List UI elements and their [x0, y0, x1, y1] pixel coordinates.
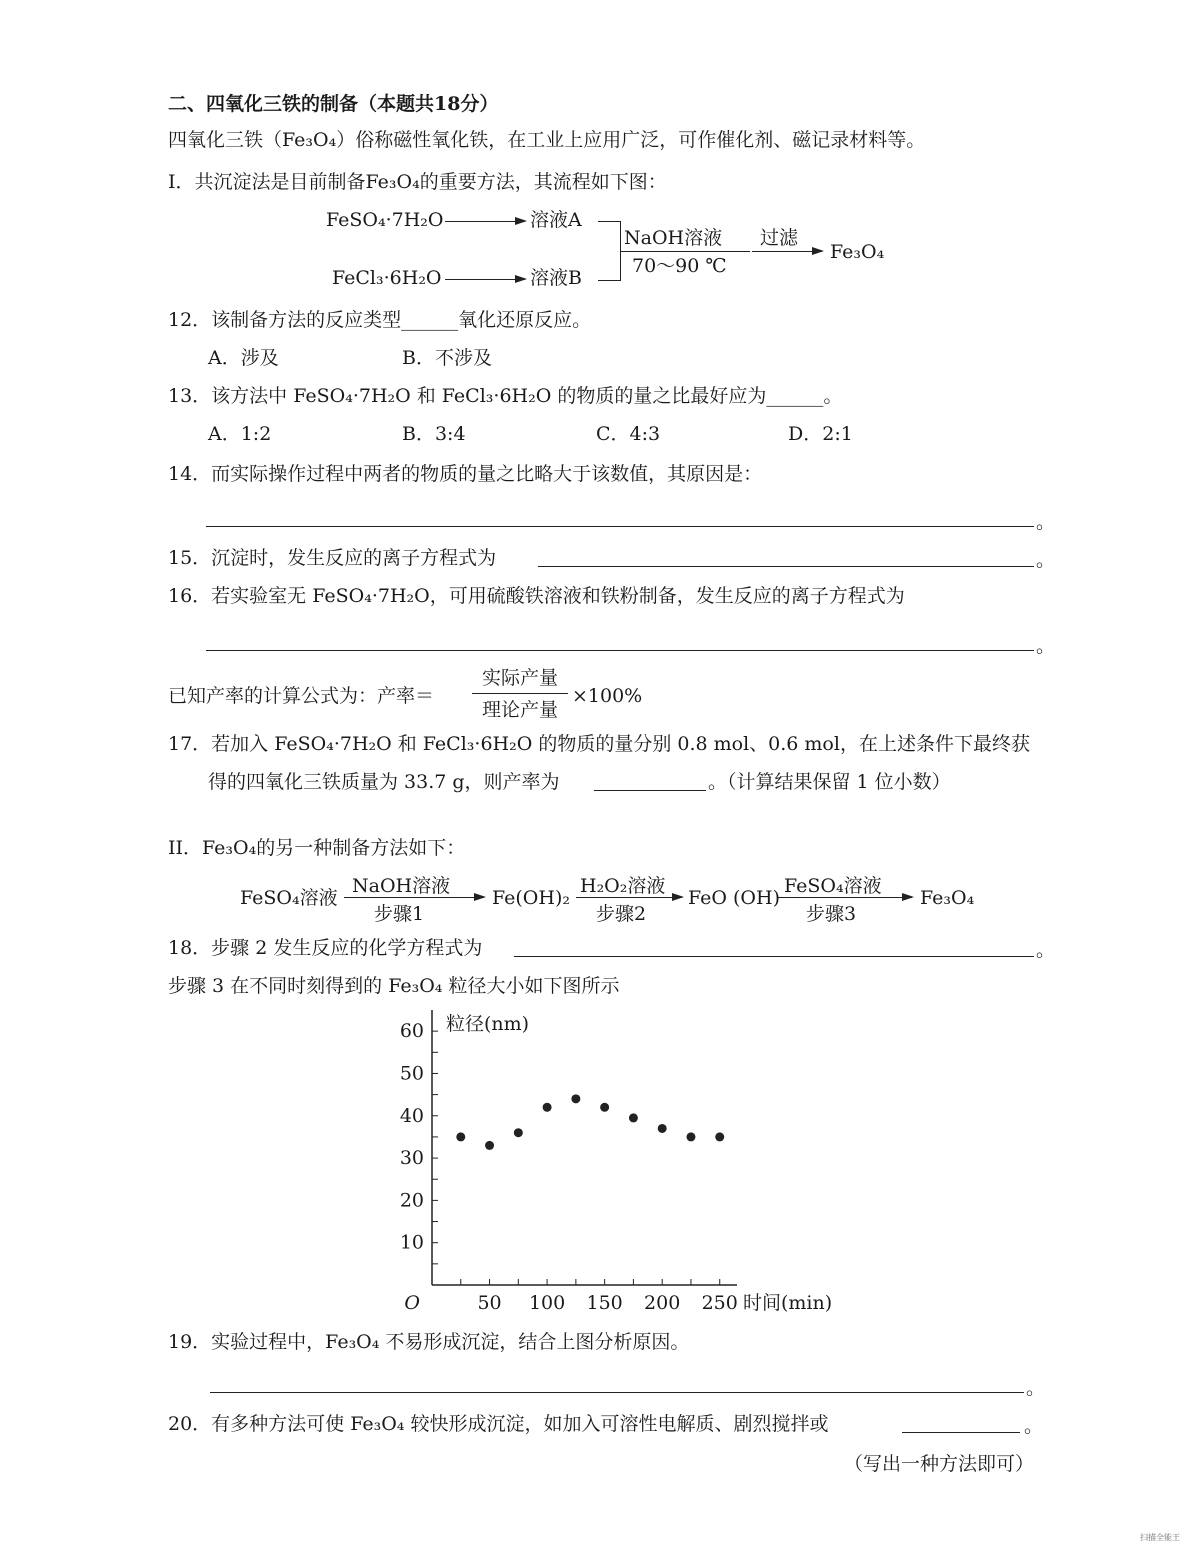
flow2-start: FeSO₄溶液 — [240, 887, 338, 909]
scanner-watermark: 扫描全能王 — [1140, 1533, 1180, 1542]
part2-intro: II．Fe₃O₄的另一种制备方法如下： — [168, 837, 466, 859]
question-20: 20．有多种方法可使 Fe₃O₄ 较快形成沉淀，如加入可溶性电解质、剧烈搅拌或 — [168, 1413, 829, 1435]
question-13: 13．该方法中 FeSO₄·7H₂O 和 FeCl₃·6H₂O 的物质的量之比最好应为______。 — [168, 385, 843, 407]
flow2-reagent-1: NaOH溶液 — [352, 875, 451, 897]
q19-period: 。 — [1026, 1377, 1046, 1399]
fraction-bar — [472, 693, 568, 694]
intro-text: 四氧化三铁（Fe₃O₄）俗称磁性氧化铁，在工业上应用广泛，可作催化剂、磁记录材料等。 — [168, 129, 926, 151]
flow2-arrow-2 — [576, 897, 682, 898]
q18-period: 。 — [1036, 939, 1056, 961]
question-16: 16．若实验室无 FeSO₄·7H₂O，可用硫酸铁溶液和铁粉制备，发生反应的离子方程式为 — [168, 585, 905, 607]
q14-answer-line[interactable] — [206, 526, 1034, 527]
y-tick-label: 20 — [399, 1189, 424, 1212]
data-point — [686, 1132, 695, 1141]
yield-suffix: ×100% — [572, 685, 643, 707]
condition-temp: 70～90 ℃ — [632, 255, 727, 277]
question-19: 19．实验过程中，Fe₃O₄ 不易形成沉淀，结合上图分析原因。 — [168, 1331, 690, 1353]
y-tick-label: 60 — [399, 1020, 424, 1043]
q13-option-b: B．3:4 — [402, 423, 466, 445]
product-fe3o4: Fe₃O₄ — [830, 241, 885, 263]
merge-bracket — [598, 221, 621, 281]
y-axis-label: 粒径(nm) — [446, 1013, 530, 1035]
data-point — [571, 1094, 580, 1103]
data-point — [485, 1141, 494, 1150]
x-tick-label: 250 — [701, 1292, 738, 1314]
q12-option-a: A．涉及 — [208, 347, 279, 369]
y-tick-label: 50 — [399, 1062, 424, 1085]
q13-option-c: C．4:3 — [596, 423, 661, 445]
section-title: 二、四氧化三铁的制备（本题共18分） — [168, 93, 499, 115]
y-tick-label: 30 — [399, 1147, 424, 1170]
reagent-fecl3: FeCl₃·6H₂O — [332, 267, 442, 289]
data-point — [456, 1132, 465, 1141]
x-axis-label: 时间(min) — [743, 1292, 833, 1314]
reagent-feso4: FeSO₄·7H₂O — [326, 209, 444, 231]
q20-answer-line[interactable] — [902, 1432, 1020, 1433]
yield-numerator: 实际产量 — [481, 667, 558, 689]
q14-period: 。 — [1036, 511, 1056, 533]
arrow-a — [445, 221, 525, 222]
x-tick-label: 200 — [644, 1292, 681, 1314]
q16-answer-line[interactable] — [206, 650, 1034, 651]
yield-denominator: 理论产量 — [481, 699, 558, 721]
q20-period: 。 — [1024, 1415, 1044, 1437]
yield-prefix: 已知产率的计算公式为：产率＝ — [168, 685, 435, 707]
question-17-line2b: 。（计算结果保留 1 位小数） — [708, 771, 951, 793]
q19-answer-line[interactable] — [210, 1392, 1024, 1393]
step-filter: 过滤 — [760, 227, 799, 249]
q20-note: （写出一种方法即可） — [844, 1453, 1035, 1475]
flow2-arrow-1 — [344, 897, 484, 898]
origin-label: O — [404, 1292, 420, 1314]
q13-option-a: A．1:2 — [208, 423, 272, 445]
flow2-step-3: 步骤3 — [806, 903, 857, 925]
question-12: 12．该制备方法的反应类型______氧化还原反应。 — [168, 309, 592, 331]
q16-period: 。 — [1036, 635, 1056, 657]
flow2-step-2: 步骤2 — [596, 903, 647, 925]
flow2-step-1: 步骤1 — [374, 903, 425, 925]
data-point — [543, 1103, 552, 1112]
question-17-line2a: 得的四氧化三铁质量为 33.7 g，则产率为 — [208, 771, 560, 793]
flow2-arrow-3 — [778, 897, 912, 898]
arrow-b — [445, 279, 525, 280]
q15-answer-line[interactable] — [538, 566, 1034, 567]
solution-b: 溶液B — [530, 267, 582, 289]
q15-period: 。 — [1036, 549, 1056, 571]
flow2-end: Fe₃O₄ — [920, 887, 975, 909]
q17-answer-line[interactable] — [594, 790, 706, 791]
question-15: 15．沉淀时，发生反应的离子方程式为 — [168, 547, 497, 569]
flow2-reagent-2: H₂O₂溶液 — [580, 875, 666, 897]
flow2-intermediate-1: Fe(OH)₂ — [492, 887, 570, 909]
data-point — [715, 1132, 724, 1141]
question-17-line1: 17．若加入 FeSO₄·7H₂O 和 FeCl₃·6H₂O 的物质的量分别 0.8 mol、0.6 mol，在上述条件下最终获 — [168, 733, 1030, 755]
x-tick-label: 150 — [586, 1292, 623, 1314]
q13-option-d: D．2:1 — [788, 423, 853, 445]
question-18: 18．步骤 2 发生反应的化学方程式为 — [168, 937, 483, 959]
part1-intro: I．共沉淀法是目前制备Fe₃O₄的重要方法，其流程如下图： — [168, 171, 667, 193]
y-tick-label: 40 — [399, 1104, 424, 1127]
data-point — [514, 1128, 523, 1137]
data-point — [600, 1103, 609, 1112]
x-tick-label: 50 — [477, 1292, 502, 1314]
question-14: 14．而实际操作过程中两者的物质的量之比略大于该数值，其原因是： — [168, 463, 763, 485]
chart-caption: 步骤 3 在不同时刻得到的 Fe₃O₄ 粒径大小如下图所示 — [168, 975, 620, 997]
data-point — [658, 1124, 667, 1133]
q18-answer-line[interactable] — [514, 956, 1034, 957]
condition-naoh: NaOH溶液 — [624, 227, 723, 249]
flow2-intermediate-2: FeO (OH) — [688, 887, 780, 909]
solution-a: 溶液A — [530, 209, 582, 231]
particle-size-chart — [380, 1005, 860, 1315]
q12-option-b: B．不涉及 — [402, 347, 492, 369]
y-tick-label: 10 — [399, 1231, 424, 1254]
data-point — [629, 1113, 638, 1122]
x-tick-label: 100 — [528, 1292, 566, 1314]
merge-line — [620, 251, 750, 252]
flow2-reagent-3: FeSO₄溶液 — [784, 875, 882, 897]
arrow-filter — [752, 251, 822, 252]
